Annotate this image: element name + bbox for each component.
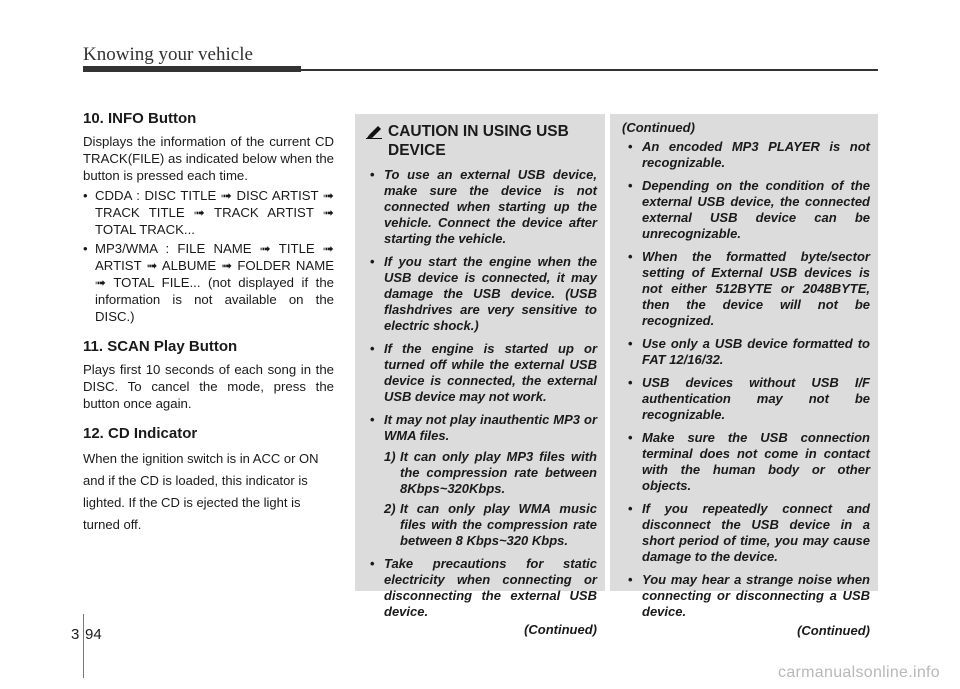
caution-subitem-2 [364, 501, 597, 549]
caution-list-2 [622, 139, 870, 620]
caution-title [364, 122, 597, 160]
caution-list-1b [364, 556, 597, 620]
section-number: 3 [71, 626, 80, 643]
caution-subitem-1 [364, 449, 597, 497]
caution-item: • If you repeatedly connect and disconnect the USB device in a short period of time, you may cause damage to the device. [622, 501, 870, 565]
scan-button-heading: 11. SCAN Play Button [83, 338, 238, 355]
cd-indicator-heading: 12. CD Indicator [83, 425, 198, 442]
header-bar-thin [301, 69, 878, 71]
cd-indicator-body: When the ignition switch is in ACC or ON and if the CD is loaded, this indicator is lighted. If the CD is ejected the light is turned off. [83, 451, 319, 532]
caution-item: • If you start the engine when the USB device is connected, it may damage the USB device. (USB flashdrives are very sensitive to electric shock.) [364, 254, 597, 334]
page-number [71, 626, 102, 643]
caution-item: • If the engine is started up or turned off while the external USB device is connected, the external USB device may not work. [364, 341, 597, 405]
info-button-body: Displays the information of the current CD TRACK(FILE) as indicated below when the button is pressed each time. [83, 134, 334, 183]
caution-item: • To use an external USB device, make sure the device is not connected when starting up the vehicle. Connect the device after starting the vehicle. [364, 167, 597, 247]
watermark: carmanualsonline.info [778, 664, 940, 681]
subitem-number: 2) [384, 501, 396, 516]
subitem-text: It can only play MP3 files with the compression rate between 8Kbps~320Kbps. [400, 449, 597, 496]
continued-top-label: (Continued) [622, 120, 695, 135]
caution-item: • When the formatted byte/sector setting of External USB devices is not either 512BYTE or 2048BYTE, then the device will not be recognized. [622, 249, 870, 329]
subitem-text: It can only play WMA music files with the compression rate between 8 Kbps~320 Kbps. [400, 501, 597, 548]
caution-item: • Take precautions for static electricity when connecting or disconnecting the external USB device. [364, 556, 597, 620]
caution-item: • Make sure the USB connection terminal does not come in contact with the human body or other objects. [622, 430, 870, 494]
caution-list-1 [364, 167, 597, 444]
left-column [83, 110, 334, 549]
cd-indicator-section [83, 425, 334, 536]
page-number-value: 94 [85, 626, 102, 643]
pencil-icon [366, 125, 382, 139]
header-title: Knowing your vehicle [83, 44, 253, 65]
caution-title-text: CAUTION IN USING USB DEVICE [388, 123, 569, 159]
info-button-section [83, 110, 334, 325]
caution-item: • You may hear a strange noise when connecting or disconnecting a USB device. [622, 572, 870, 620]
subitem-number: 1) [384, 449, 396, 464]
caution-item: • It may not play inauthentic MP3 or WMA files. [364, 412, 597, 444]
page-divider [83, 614, 84, 678]
caution-item: • USB devices without USB I/F authentication may not be recognizable. [622, 375, 870, 423]
caution-item: • An encoded MP3 PLAYER is not recognizable. [622, 139, 870, 171]
info-button-heading: 10. INFO Button [83, 110, 197, 127]
scan-button-body: Plays first 10 seconds of each song in the DISC. To cancel the mode, press the button once again. [83, 362, 334, 411]
info-list-item-cdda: • CDDA : DISC TITLE ➟ DISC ARTIST ➟ TRACK TITLE ➟ TRACK ARTIST ➟ TOTAL TRACK... [83, 187, 334, 238]
info-button-list [83, 187, 334, 325]
caution-item: • Use only a USB device formatted to FAT 12/16/32. [622, 336, 870, 368]
caution-box-usb-continued [610, 114, 878, 638]
continued-label: (Continued) [524, 622, 597, 637]
caution-box-usb [355, 114, 605, 637]
caution-item: • Depending on the condition of the external USB device, the connected external USB device can be unrecognizable. [622, 178, 870, 242]
header-bar-thick [83, 66, 301, 72]
info-list-item-mp3: • MP3/WMA : FILE NAME ➟ TITLE ➟ ARTIST ➟ ALBUME ➟ FOLDER NAME ➟ TOTAL FILE... (not displayed if the information is not available on the DISC.) [83, 240, 334, 325]
continued-bottom-label: (Continued) [797, 623, 870, 638]
scan-button-section [83, 338, 334, 412]
